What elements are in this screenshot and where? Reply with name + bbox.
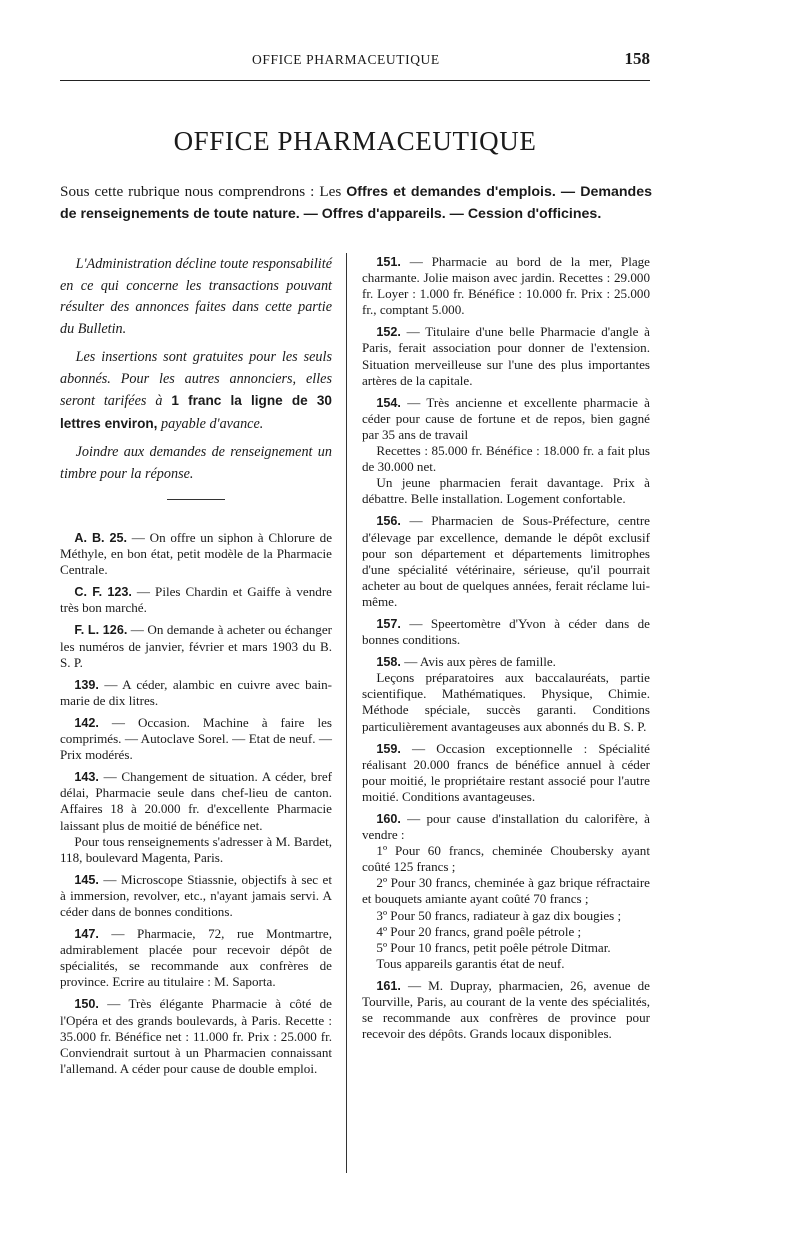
ad-continuation: Recettes : 85.000 fr. Bénéfice : 18.000 fr. a fait plus de 30.000 net. [362, 443, 650, 475]
ad-paragraph [362, 978, 650, 1042]
notice-text: Les insertions sont gratuites pour les seuls abonnés. Pour les autres annonciers, elles seront tarifées à [60, 349, 332, 409]
notice-price: 1 franc la ligne de 30 lettres environ, [60, 393, 332, 431]
ad-paragraph [362, 513, 650, 610]
intro-bold-text: Offres et demandes d'emplois. — Demandes de renseignements de toute nature. — Offres d'appareils. — Cession d'officines. [60, 184, 652, 222]
ad-reference: 152. [376, 325, 401, 340]
ad-paragraph [60, 622, 332, 670]
classified-ad [362, 741, 650, 805]
ad-reference: 160. [376, 812, 401, 826]
ad-text: — Occasion. Machine à faire les comprimés. — Autoclave Sorel. — Etat de neuf. — Prix modérés. [60, 714, 332, 763]
ad-paragraph [362, 616, 650, 648]
ad-paragraph [362, 654, 650, 670]
ad-paragraph [60, 996, 332, 1076]
notice-paragraph: Joindre aux demandes de renseignement un timbre pour la réponse. [60, 444, 332, 482]
ad-reference: 151. [376, 255, 401, 269]
ad-text: — Avis aux pères de famille. [400, 654, 556, 670]
page-number: 158 [624, 49, 650, 68]
ad-text: — Speertomètre d'Yvon à céder dans de bonnes conditions. [362, 615, 650, 648]
notice-paragraph [60, 347, 332, 435]
page-title: OFFICE PHARMACEUTIQUE [173, 126, 537, 156]
classified-ad [362, 978, 650, 1042]
classified-ad [362, 324, 650, 388]
administration-notice [60, 254, 332, 485]
right-ads-list [362, 254, 650, 1042]
classified-ad [60, 715, 332, 763]
classified-ad [60, 996, 332, 1076]
classified-ad [362, 811, 650, 972]
ad-reference: 147. [74, 927, 99, 942]
ad-reference: A. B. 25. [74, 531, 128, 545]
ad-continuation: Un jeune pharmacien ferait davantage. Prix à débattre. Belle installation. Logement confortable. [362, 475, 650, 507]
ad-text: — On demande à acheter ou échanger les numéros de janvier, février et mars 1903 du B. S. P. [60, 622, 333, 670]
ad-paragraph [362, 324, 650, 388]
ad-reference: C. F. 123. [74, 585, 132, 600]
ad-reference: 139. [74, 677, 99, 692]
ad-text: — On offre un siphon à Chlorure de Méthyle, en bon état, petit modèle de la Pharmacie Centrale. [60, 530, 333, 578]
classified-ad [60, 769, 332, 866]
classified-ad [362, 513, 650, 610]
ad-reference: 161. [376, 978, 401, 993]
running-title: OFFICE PHARMACEUTIQUE [252, 52, 440, 67]
running-head [60, 48, 650, 74]
ad-paragraph [362, 395, 650, 443]
ad-text: — Changement de situation. A céder, bref délai, Pharmacie seule dans chef-lieu de canton. Affaires 18 à 20.000 fr. d'excellente Pharmacie laissant plus de moitié de bénéfice net. [60, 769, 332, 833]
notice-text: payable d'avance. [157, 415, 264, 432]
ad-text: — M. Dupray, pharmacien, 26, avenue de Tourville, Paris, au courant de la vente des spécialités, se recommande aux confrères de province pour recevoir des dépôts. Grands locaux disponibles. [362, 977, 650, 1042]
ad-reference: 158. [376, 655, 401, 670]
right-column [362, 254, 650, 1048]
classified-ad [362, 654, 650, 734]
intro-paragraph [60, 181, 652, 225]
ad-paragraph [60, 530, 332, 578]
ad-paragraph [362, 811, 650, 843]
ad-reference: 145. [74, 872, 99, 887]
classified-ad [60, 622, 332, 670]
ad-text: — Piles Chardin et Gaiffe à vendre très bon marché. [60, 584, 332, 616]
header-rule [60, 80, 650, 81]
ad-text: — Pharmacien de Sous-Préfecture, centre d'élevage par excellence, demande le dépôt exclusif pour son département et départements limitrophes d'une spécialité vétérinaire, sérieuse, qu'il pourrait acheter au bout de quelques années, ferait réclame lui-même. [362, 513, 650, 609]
classified-ad [60, 677, 332, 709]
ad-paragraph [362, 254, 650, 318]
ad-reference: F. L. 126. [74, 623, 128, 638]
classified-ad [362, 254, 650, 318]
classified-ad [60, 926, 332, 990]
classified-ad [60, 872, 332, 920]
ad-paragraph [60, 584, 332, 616]
ad-reference: 157. [376, 616, 401, 631]
ad-paragraph [60, 715, 332, 763]
ad-paragraph [60, 769, 332, 833]
ad-text: — pour cause d'installation du calorifère, à vendre : [362, 811, 650, 843]
ad-text: — A céder, alambic en cuivre avec bain-marie de dix litres. [60, 676, 332, 708]
classified-ad [362, 395, 650, 508]
ad-text: — Microscope Stiassnie, objectifs à sec et à immersion, revolver, etc., n'ayant jamais servi. A céder dans de bonnes conditions. [60, 871, 332, 919]
ad-item-line: Tous appareils garantis état de neuf. [376, 955, 565, 971]
ad-reference: 142. [74, 715, 99, 730]
ad-reference: 150. [74, 997, 99, 1012]
ad-paragraph [60, 872, 332, 920]
ad-item-line: 2º Pour 30 francs, cheminée à gaz brique réfractaire et bouquets amiante ayant coûté 70 francs ; [362, 875, 650, 907]
classified-ad [60, 530, 332, 578]
ad-text: — Pharmacie, 72, rue Montmartre, admirablement placée pour recevoir dépôt de spécialités, se recommande aux confrères de province. Ecrire au titulaire : M. Saporta. [60, 926, 332, 990]
ad-item-line: 3º Pour 50 francs, radiateur à gaz dix bougies ; [376, 907, 622, 923]
ad-text: — Occasion exceptionnelle : Spécialité réalisant 20.000 francs de bénéfice annuel à céder pour moitié, le propriétaire restant associé pour l'autre moitié. Conditions avantageuses. [362, 740, 650, 804]
ad-paragraph [362, 741, 650, 805]
ad-paragraph [60, 677, 332, 709]
ad-text: — Titulaire d'une belle Pharmacie d'angle à Paris, ferait association pour donner de l'extension. Situation merveilleuse sur l'une des plus importantes artères de la capitale. [362, 324, 650, 388]
intro-text: Sous cette rubrique nous comprendrons : Les [60, 183, 347, 200]
ad-item-line: 4º Pour 20 francs, grand poêle pétrole ; [376, 923, 582, 939]
left-column [60, 254, 332, 1083]
column-divider [346, 253, 347, 1173]
ad-continuation: Pour tous renseignements s'adresser à M. Bardet, 118, boulevard Magenta, Paris. [60, 833, 332, 865]
ad-text: — Très ancienne et excellente pharmacie à céder pour cause de fortune et de repos, bien gagné par 35 ans de travail [362, 394, 650, 442]
ad-text: — Pharmacie au bord de la mer, Plage charmante. Jolie maison avec jardin. Recettes : 29.000 fr. Loyer : 1.000 fr. Bénéfice : 10.000 fr. Prix : 25.000 fr., comptant 5.000. [362, 254, 650, 318]
ad-reference: 156. [376, 514, 401, 529]
classified-ad [362, 616, 650, 648]
ad-paragraph [60, 926, 332, 990]
ad-item-line: 1º Pour 60 francs, cheminée Choubersky ayant coûté 125 francs ; [362, 843, 650, 875]
left-ads-list [60, 530, 332, 1077]
ad-reference: 159. [376, 741, 401, 756]
ad-continuation: Leçons préparatoires aux baccalauréats, partie scientifique. Mathématiques. Physique, Chimie. Méthode spéciale, succès garanti. Conditions particulièrement avantageuses aux abonnés du B. S. P. [362, 670, 650, 734]
classified-ad [60, 584, 332, 616]
notice-paragraph: L'Administration décline toute responsabilité en ce qui concerne les transactions pouvant résulter des annonces faites dans cette partie du Bulletin. [60, 256, 332, 337]
ad-reference: 154. [376, 395, 401, 410]
ad-text: — Très élégante Pharmacie à côté de l'Opéra et des grands boulevards, à Paris. Recette : 35.000 fr. Bénéfice net : 11.000 fr. Prix : 25.000 fr. Conviendrait surtout à un Pharmacien connaissant l'allemand. A céder pour cause de double emploi. [60, 996, 332, 1076]
ad-item-line: 5º Pour 10 francs, petit poêle pétrole Ditmar. [376, 939, 611, 955]
ad-reference: 143. [74, 770, 99, 785]
section-rule [167, 499, 225, 500]
